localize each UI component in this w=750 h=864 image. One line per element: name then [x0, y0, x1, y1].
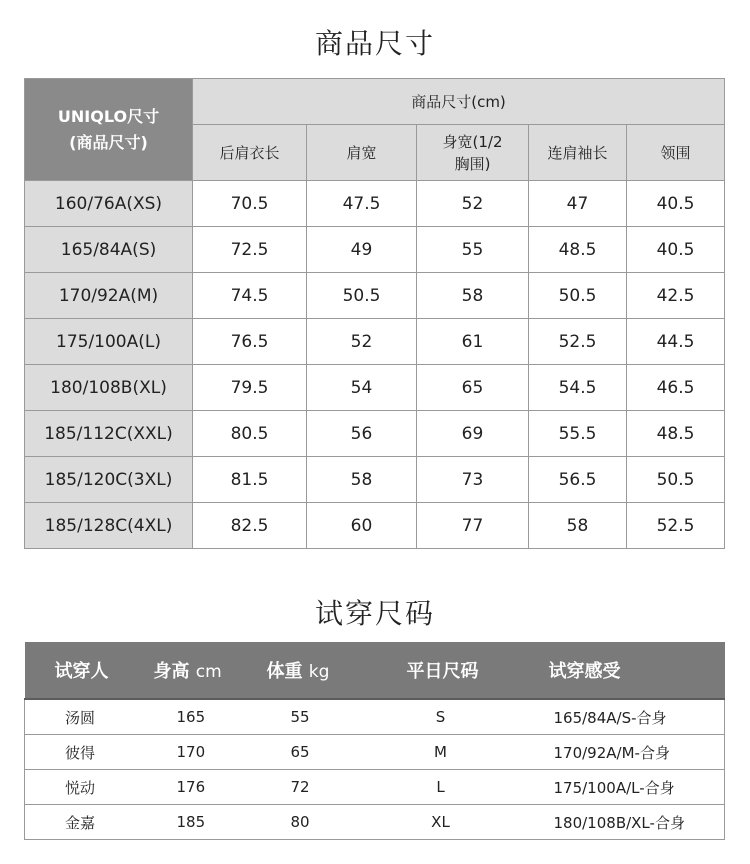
fit-cell-person	[25, 805, 149, 840]
size-cell: 65	[417, 365, 529, 411]
size-cell: 50.5	[627, 457, 725, 503]
size-row	[25, 181, 725, 227]
fit-cell-height	[149, 735, 267, 770]
fit-cell-text: 汤圆	[65, 708, 96, 727]
fit-cell-height	[149, 805, 267, 840]
size-row	[25, 273, 725, 319]
fit-cell-person	[25, 735, 149, 770]
size-cell: 52	[307, 319, 417, 365]
size-row-label: 185/128C(4XL)	[25, 503, 193, 549]
size-cell: 52.5	[529, 319, 627, 365]
size-row-label: 180/108B(XL)	[25, 365, 193, 411]
size-row-label: 160/76A(XS)	[25, 181, 193, 227]
size-cell: 54	[307, 365, 417, 411]
corner-line-1: UNIQLO尺寸	[57, 106, 160, 126]
fit-cell-height	[149, 699, 267, 735]
fit-cell-text: 176	[176, 778, 206, 796]
fit-cell-person	[25, 699, 149, 735]
column-header: 连肩袖长	[529, 125, 627, 181]
size-cell: 72.5	[193, 227, 307, 273]
fit-cell-size	[383, 735, 519, 770]
size-cell: 50.5	[307, 273, 417, 319]
size-section-title: 商品尺寸	[314, 27, 435, 60]
size-cell: 56	[307, 411, 417, 457]
size-cell: 42.5	[627, 273, 725, 319]
size-row-label: 170/92A(M)	[25, 273, 193, 319]
fit-cell-feel	[519, 770, 725, 805]
size-row-label: 185/120C(3XL)	[25, 457, 193, 503]
size-cell: 46.5	[627, 365, 725, 411]
fit-cell-size	[383, 805, 519, 840]
fit-cell-feel	[519, 699, 725, 735]
column-header-line1: 身宽(1/2	[442, 132, 503, 151]
size-cell: 52.5	[627, 503, 725, 549]
fit-cell-person	[25, 770, 149, 805]
size-row	[25, 319, 725, 365]
size-cell: 48.5	[627, 411, 725, 457]
fit-cell-text: 165/84A/S-合身	[553, 708, 667, 727]
size-cell: 55	[417, 227, 529, 273]
size-cell: 69	[417, 411, 529, 457]
fit-cell-weight	[267, 770, 383, 805]
column-header: 领围	[627, 125, 725, 181]
fit-header-size: 平日尺码	[383, 642, 519, 699]
fit-cell-text: 180/108B/XL-合身	[553, 813, 685, 832]
size-cell: 82.5	[193, 503, 307, 549]
fit-row	[25, 770, 725, 805]
size-cell: 40.5	[627, 181, 725, 227]
size-row-label: 165/84A(S)	[25, 227, 193, 273]
size-cell: 80.5	[193, 411, 307, 457]
size-cell: 47	[529, 181, 627, 227]
fit-cell-text: L	[436, 778, 445, 796]
fit-cell-feel	[519, 805, 725, 840]
fit-cell-text: 72	[290, 778, 310, 796]
size-cell: 58	[307, 457, 417, 503]
size-row	[25, 457, 725, 503]
fit-cell-text: 170/92A/M-合身	[553, 743, 670, 762]
size-cell: 48.5	[529, 227, 627, 273]
fit-cell-text: 170	[176, 743, 206, 761]
fit-cell-size	[383, 770, 519, 805]
size-corner-header	[25, 79, 193, 181]
fit-row	[25, 805, 725, 840]
size-row	[25, 411, 725, 457]
fit-header-person: 试穿人	[25, 642, 149, 699]
fit-table	[24, 642, 725, 840]
fit-cell-text: 175/100A/L-合身	[553, 778, 675, 797]
size-cell: 50.5	[529, 273, 627, 319]
size-row	[25, 503, 725, 549]
size-cell: 47.5	[307, 181, 417, 227]
size-cell: 49	[307, 227, 417, 273]
fit-cell-text: 80	[290, 813, 310, 831]
fit-row	[25, 735, 725, 770]
size-cell: 60	[307, 503, 417, 549]
size-cell: 81.5	[193, 457, 307, 503]
fit-cell-height	[149, 770, 267, 805]
fit-section-title: 试穿尺码	[314, 597, 435, 630]
size-row	[25, 227, 725, 273]
fit-cell-text: 165	[176, 708, 206, 726]
column-header: 后肩衣长	[193, 125, 307, 181]
size-cell: 58	[529, 503, 627, 549]
size-cell: 54.5	[529, 365, 627, 411]
fit-cell-size	[383, 699, 519, 735]
fit-header-height: 身高 cm	[149, 642, 267, 699]
size-cell: 40.5	[627, 227, 725, 273]
size-table	[24, 78, 725, 549]
fit-cell-text: 55	[290, 708, 310, 726]
fit-cell-weight	[267, 699, 383, 735]
fit-cell-text: 金嘉	[65, 813, 96, 832]
size-cell: 73	[417, 457, 529, 503]
size-cell: 56.5	[529, 457, 627, 503]
size-row-label: 185/112C(XXL)	[25, 411, 193, 457]
fit-cell-weight	[267, 805, 383, 840]
column-header-line2: 胸围)	[454, 154, 491, 173]
size-cell: 76.5	[193, 319, 307, 365]
size-row-label: 175/100A(L)	[25, 319, 193, 365]
fit-cell-text: 彼得	[65, 743, 96, 762]
fit-cell-weight	[267, 735, 383, 770]
fit-row	[25, 699, 725, 735]
size-cell: 77	[417, 503, 529, 549]
size-group-header: 商品尺寸(cm)	[193, 79, 725, 125]
fit-cell-text: M	[434, 743, 447, 761]
size-cell: 61	[417, 319, 529, 365]
size-cell: 58	[417, 273, 529, 319]
size-cell: 79.5	[193, 365, 307, 411]
fit-cell-text: 65	[290, 743, 310, 761]
column-header: 肩宽	[307, 125, 417, 181]
size-cell: 44.5	[627, 319, 725, 365]
corner-line-2: (商品尺寸)	[69, 132, 148, 152]
size-cell: 74.5	[193, 273, 307, 319]
fit-cell-text: XL	[431, 813, 450, 831]
fit-cell-text: 悦动	[65, 778, 96, 797]
fit-cell-text: S	[435, 708, 446, 726]
column-header	[417, 125, 529, 181]
size-cell: 55.5	[529, 411, 627, 457]
fit-cell-text: 185	[176, 813, 206, 831]
size-cell: 52	[417, 181, 529, 227]
fit-header-weight: 体重 kg	[267, 642, 383, 699]
size-cell: 70.5	[193, 181, 307, 227]
fit-header-feel: 试穿感受	[519, 642, 725, 699]
fit-cell-feel	[519, 735, 725, 770]
size-row	[25, 365, 725, 411]
